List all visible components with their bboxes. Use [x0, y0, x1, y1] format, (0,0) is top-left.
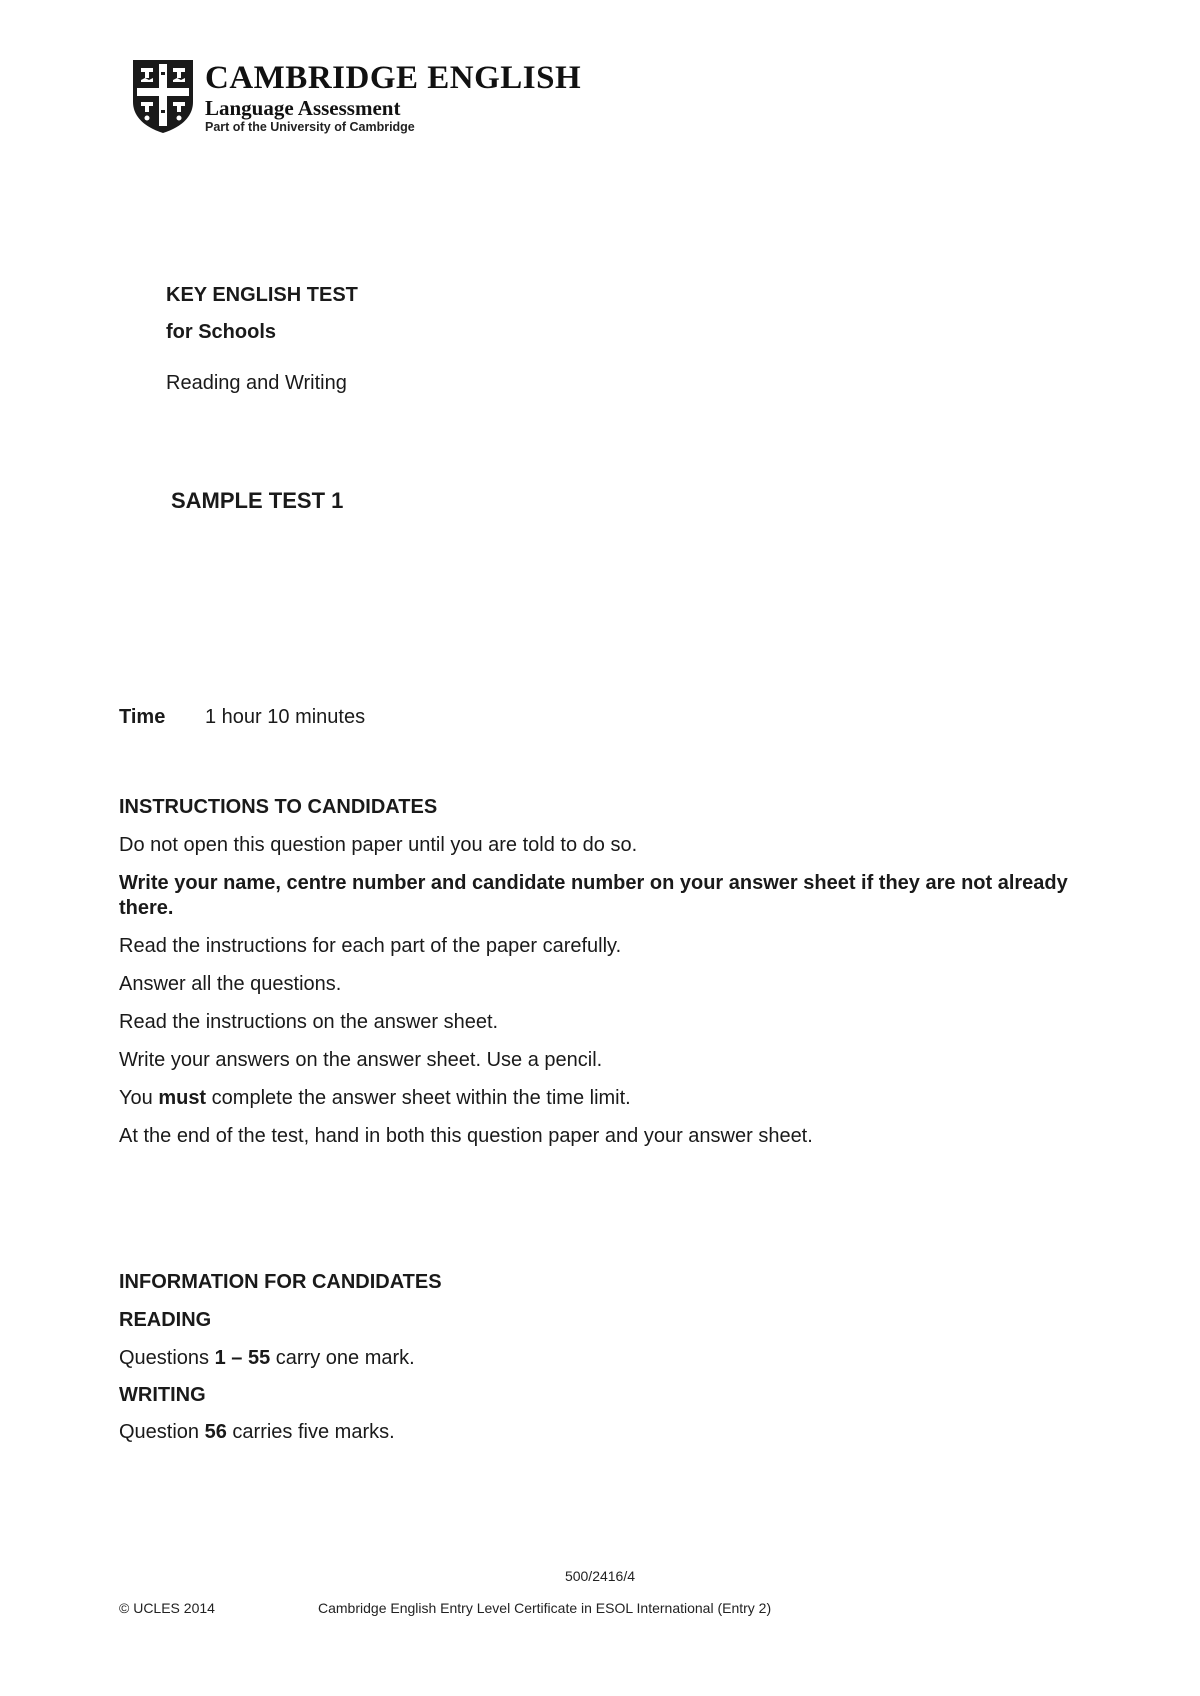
copyright: © UCLES 2014 [119, 1600, 215, 1616]
writing-question: 56 [204, 1421, 227, 1443]
certificate-name: Cambridge English Entry Level Certificate in ESOL International (Entry 2) [318, 1600, 772, 1616]
test-name: KEY ENGLISH TEST [166, 284, 358, 306]
time-label: Time [119, 706, 166, 728]
writing-text: carries five marks. [226, 1421, 395, 1443]
cambridge-shield-icon [131, 58, 195, 134]
reading-questions: 1 – 55 [214, 1347, 271, 1369]
paper-name: Reading and Writing [166, 372, 347, 394]
instruction-item: Answer all the questions. [119, 973, 342, 995]
logo-name: CAMBRIDGE ENGLISH [205, 60, 582, 96]
instruction-emphasis: must [158, 1087, 207, 1109]
writing-info [119, 1420, 395, 1445]
reading-info [119, 1346, 415, 1371]
instruction-item: Read the instructions for each part of the paper carefully. [119, 935, 622, 957]
writing-heading: WRITING [119, 1384, 206, 1406]
information-heading: INFORMATION FOR CANDIDATES [119, 1271, 442, 1293]
sample-test-title: SAMPLE TEST 1 [171, 488, 344, 513]
instruction-text: complete the answer sheet within the time limit. [206, 1087, 631, 1109]
reading-text: carry one mark. [270, 1347, 415, 1369]
time-value: 1 hour 10 minutes [205, 706, 366, 728]
instruction-item: Do not open this question paper until you are told to do so. [119, 834, 638, 856]
writing-text: Question [119, 1421, 205, 1443]
logo-tagline: Part of the University of Cambridge [205, 120, 415, 134]
instruction-text: You [119, 1087, 159, 1109]
reading-text: Questions [119, 1347, 215, 1369]
paper-code: 500/2416/4 [564, 1568, 636, 1584]
instructions-heading: INSTRUCTIONS TO CANDIDATES [119, 796, 438, 818]
instruction-item: At the end of the test, hand in both this question paper and your answer sheet. [119, 1125, 813, 1147]
instructions-list [119, 833, 1079, 1162]
cambridge-english-logo [131, 58, 591, 138]
reading-heading: READING [119, 1309, 212, 1331]
instruction-item: Write your name, centre number and candidate number on your answer sheet if they are not already there. [119, 872, 1068, 919]
instruction-item [119, 1086, 1079, 1111]
test-audience: for Schools [166, 321, 277, 343]
instruction-item: Read the instructions on the answer sheet. [119, 1011, 499, 1033]
instruction-item: Write your answers on the answer sheet. Use a pencil. [119, 1049, 603, 1071]
logo-subtitle: Language Assessment [205, 96, 401, 120]
